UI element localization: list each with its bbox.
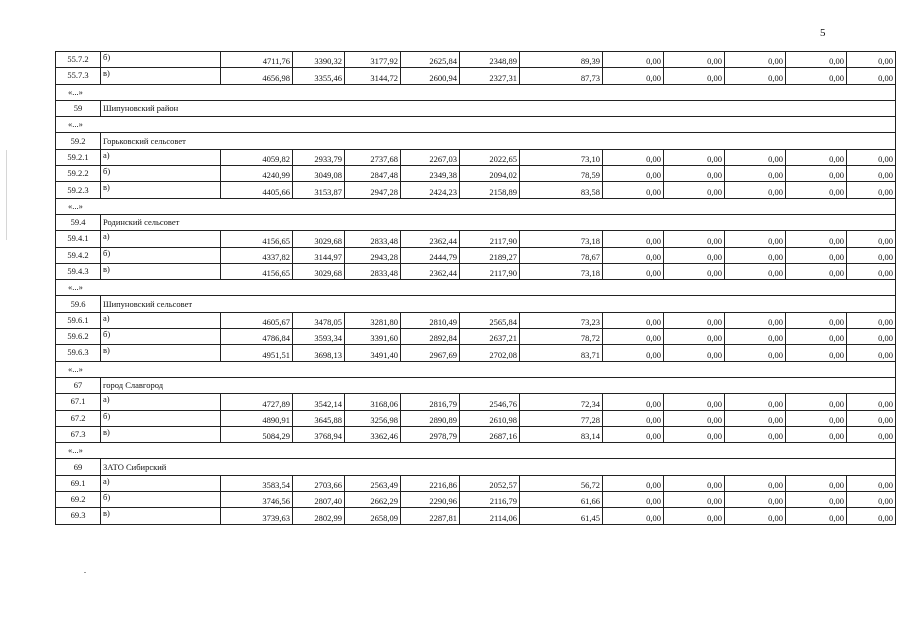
value-cell: 61,66 xyxy=(520,492,603,508)
value-cell: 3168,06 xyxy=(345,394,401,410)
value-cell: 2116,79 xyxy=(460,492,520,508)
row-code: 59.6.1 xyxy=(56,312,101,328)
row-code: 55.7.2 xyxy=(56,52,101,68)
row-code: 69.2 xyxy=(56,492,101,508)
value-cell: 0,00 xyxy=(725,345,786,361)
row-variant: в) xyxy=(101,263,221,279)
value-cell: 0,00 xyxy=(786,475,847,491)
value-cell: 3355,46 xyxy=(293,68,345,84)
value-cell: 3049,08 xyxy=(293,166,345,182)
value-cell: 72,34 xyxy=(520,394,603,410)
value-cell: 0,00 xyxy=(664,182,725,198)
value-cell: 0,00 xyxy=(847,329,896,345)
row-code: 55.7.3 xyxy=(56,68,101,84)
value-cell: 4240,99 xyxy=(221,166,293,182)
value-cell: 2600,94 xyxy=(401,68,460,84)
ellipsis-row xyxy=(56,117,896,133)
value-cell: 3029,68 xyxy=(293,263,345,279)
value-cell: 0,00 xyxy=(786,182,847,198)
value-cell: 3362,46 xyxy=(345,426,401,442)
ellipsis-cell: «...» xyxy=(56,198,896,214)
value-cell: 0,00 xyxy=(786,247,847,263)
value-cell: 3593,34 xyxy=(293,329,345,345)
value-cell: 0,00 xyxy=(603,247,664,263)
value-cell: 0,00 xyxy=(664,475,725,491)
table-row xyxy=(56,312,896,328)
value-cell: 2094,02 xyxy=(460,166,520,182)
section-row xyxy=(56,214,896,230)
row-code: 59.2.2 xyxy=(56,166,101,182)
table-row xyxy=(56,426,896,442)
row-code: 67.2 xyxy=(56,410,101,426)
row-code: 59.6.3 xyxy=(56,345,101,361)
value-cell: 0,00 xyxy=(847,166,896,182)
value-cell: 0,00 xyxy=(725,52,786,68)
value-cell: 3177,92 xyxy=(345,52,401,68)
value-cell: 0,00 xyxy=(603,329,664,345)
section-row xyxy=(56,459,896,475)
row-variant: а) xyxy=(101,394,221,410)
value-cell: 0,00 xyxy=(786,312,847,328)
value-cell: 2610,98 xyxy=(460,410,520,426)
tariff-table-container xyxy=(55,51,895,525)
row-code: 69.1 xyxy=(56,475,101,491)
value-cell: 0,00 xyxy=(847,475,896,491)
value-cell: 4156,65 xyxy=(221,263,293,279)
value-cell: 0,00 xyxy=(603,394,664,410)
value-cell: 2810,49 xyxy=(401,312,460,328)
row-code: 69.3 xyxy=(56,508,101,524)
value-cell: 4727,89 xyxy=(221,394,293,410)
value-cell: 2947,28 xyxy=(345,182,401,198)
table-row xyxy=(56,149,896,165)
value-cell: 0,00 xyxy=(664,231,725,247)
row-variant: в) xyxy=(101,182,221,198)
row-code: 59.4.1 xyxy=(56,231,101,247)
row-variant: б) xyxy=(101,329,221,345)
value-cell: 83,58 xyxy=(520,182,603,198)
ellipsis-row xyxy=(56,84,896,100)
tariff-table xyxy=(55,51,896,525)
value-cell: 0,00 xyxy=(847,492,896,508)
value-cell: 0,00 xyxy=(664,312,725,328)
value-cell: 2833,48 xyxy=(345,263,401,279)
section-row xyxy=(56,100,896,116)
value-cell: 2362,44 xyxy=(401,263,460,279)
value-cell: 2327,31 xyxy=(460,68,520,84)
row-code: 59.4.3 xyxy=(56,263,101,279)
value-cell: 0,00 xyxy=(664,394,725,410)
value-cell: 0,00 xyxy=(847,410,896,426)
value-cell: 78,72 xyxy=(520,329,603,345)
row-variant: б) xyxy=(101,247,221,263)
value-cell: 4605,67 xyxy=(221,312,293,328)
value-cell: 0,00 xyxy=(664,410,725,426)
table-row xyxy=(56,410,896,426)
value-cell: 2444,79 xyxy=(401,247,460,263)
value-cell: 2114,06 xyxy=(460,508,520,524)
table-row xyxy=(56,263,896,279)
value-cell: 4656,98 xyxy=(221,68,293,84)
value-cell: 3768,94 xyxy=(293,426,345,442)
value-cell: 0,00 xyxy=(603,426,664,442)
value-cell: 3478,05 xyxy=(293,312,345,328)
value-cell: 0,00 xyxy=(786,394,847,410)
value-cell: 89,39 xyxy=(520,52,603,68)
value-cell: 2933,79 xyxy=(293,149,345,165)
section-code: 59.2 xyxy=(56,133,101,149)
table-row xyxy=(56,231,896,247)
value-cell: 4337,82 xyxy=(221,247,293,263)
value-cell: 2703,66 xyxy=(293,475,345,491)
value-cell: 0,00 xyxy=(786,149,847,165)
value-cell: 2890,89 xyxy=(401,410,460,426)
page-number: 5 xyxy=(820,27,826,39)
value-cell: 73,10 xyxy=(520,149,603,165)
value-cell: 0,00 xyxy=(847,508,896,524)
value-cell: 0,00 xyxy=(603,312,664,328)
table-row xyxy=(56,52,896,68)
value-cell: 0,00 xyxy=(725,329,786,345)
value-cell: 3390,32 xyxy=(293,52,345,68)
value-cell: 78,67 xyxy=(520,247,603,263)
value-cell: 0,00 xyxy=(786,52,847,68)
value-cell: 61,45 xyxy=(520,508,603,524)
table-row xyxy=(56,182,896,198)
value-cell: 2662,29 xyxy=(345,492,401,508)
value-cell: 0,00 xyxy=(847,263,896,279)
value-cell: 0,00 xyxy=(725,394,786,410)
value-cell: 2348,89 xyxy=(460,52,520,68)
value-cell: 4890,91 xyxy=(221,410,293,426)
value-cell: 0,00 xyxy=(664,508,725,524)
value-cell: 2943,28 xyxy=(345,247,401,263)
value-cell: 2117,90 xyxy=(460,263,520,279)
value-cell: 3281,80 xyxy=(345,312,401,328)
value-cell: 4059,82 xyxy=(221,149,293,165)
value-cell: 0,00 xyxy=(786,508,847,524)
value-cell: 3391,60 xyxy=(345,329,401,345)
row-variant: в) xyxy=(101,68,221,84)
value-cell: 2362,44 xyxy=(401,231,460,247)
value-cell: 2287,81 xyxy=(401,508,460,524)
row-variant: б) xyxy=(101,52,221,68)
table-row xyxy=(56,508,896,524)
value-cell: 83,71 xyxy=(520,345,603,361)
section-title: Шипуновский район xyxy=(101,100,896,116)
value-cell: 0,00 xyxy=(725,231,786,247)
value-cell: 3542,14 xyxy=(293,394,345,410)
section-code: 59.4 xyxy=(56,214,101,230)
value-cell: 0,00 xyxy=(603,52,664,68)
value-cell: 0,00 xyxy=(603,345,664,361)
section-code: 67 xyxy=(56,377,101,393)
value-cell: 2565,84 xyxy=(460,312,520,328)
value-cell: 2967,69 xyxy=(401,345,460,361)
value-cell: 0,00 xyxy=(664,166,725,182)
value-cell: 4156,65 xyxy=(221,231,293,247)
value-cell: 0,00 xyxy=(725,166,786,182)
value-cell: 2189,27 xyxy=(460,247,520,263)
value-cell: 0,00 xyxy=(603,410,664,426)
value-cell: 0,00 xyxy=(664,492,725,508)
value-cell: 0,00 xyxy=(847,68,896,84)
value-cell: 2625,84 xyxy=(401,52,460,68)
value-cell: 2833,48 xyxy=(345,231,401,247)
value-cell: 0,00 xyxy=(664,329,725,345)
section-code: 59.6 xyxy=(56,296,101,312)
table-row xyxy=(56,475,896,491)
value-cell: 0,00 xyxy=(725,475,786,491)
value-cell: 0,00 xyxy=(603,492,664,508)
value-cell: 2546,76 xyxy=(460,394,520,410)
row-variant: б) xyxy=(101,492,221,508)
value-cell: 0,00 xyxy=(725,508,786,524)
value-cell: 87,73 xyxy=(520,68,603,84)
ellipsis-row xyxy=(56,443,896,459)
value-cell: 73,23 xyxy=(520,312,603,328)
scan-margin-line xyxy=(6,150,7,240)
value-cell: 0,00 xyxy=(847,394,896,410)
value-cell: 0,00 xyxy=(847,149,896,165)
value-cell: 2847,48 xyxy=(345,166,401,182)
value-cell: 0,00 xyxy=(847,312,896,328)
row-variant: а) xyxy=(101,231,221,247)
value-cell: 2424,23 xyxy=(401,182,460,198)
value-cell: 2687,16 xyxy=(460,426,520,442)
value-cell: 0,00 xyxy=(664,426,725,442)
ellipsis-cell: «...» xyxy=(56,443,896,459)
value-cell: 0,00 xyxy=(603,68,664,84)
value-cell: 2737,68 xyxy=(345,149,401,165)
value-cell: 0,00 xyxy=(786,231,847,247)
value-cell: 0,00 xyxy=(786,410,847,426)
section-code: 69 xyxy=(56,459,101,475)
value-cell: 0,00 xyxy=(847,247,896,263)
value-cell: 3029,68 xyxy=(293,231,345,247)
value-cell: 0,00 xyxy=(603,166,664,182)
value-cell: 0,00 xyxy=(786,263,847,279)
value-cell: 73,18 xyxy=(520,231,603,247)
row-code: 67.1 xyxy=(56,394,101,410)
value-cell: 0,00 xyxy=(786,492,847,508)
value-cell: 0,00 xyxy=(725,263,786,279)
value-cell: 2052,57 xyxy=(460,475,520,491)
ellipsis-cell: «...» xyxy=(56,280,896,296)
value-cell: 2290,96 xyxy=(401,492,460,508)
value-cell: 3645,88 xyxy=(293,410,345,426)
value-cell: 2637,21 xyxy=(460,329,520,345)
value-cell: 78,59 xyxy=(520,166,603,182)
value-cell: 2658,09 xyxy=(345,508,401,524)
value-cell: 3739,63 xyxy=(221,508,293,524)
value-cell: 0,00 xyxy=(847,345,896,361)
section-title: ЗАТО Сибирский xyxy=(101,459,896,475)
value-cell: 4711,76 xyxy=(221,52,293,68)
value-cell: 0,00 xyxy=(847,231,896,247)
row-variant: в) xyxy=(101,508,221,524)
ellipsis-cell: «...» xyxy=(56,84,896,100)
section-title: город Славгород xyxy=(101,377,896,393)
section-code: 59 xyxy=(56,100,101,116)
value-cell: 0,00 xyxy=(725,182,786,198)
value-cell: 0,00 xyxy=(603,475,664,491)
ellipsis-cell: «...» xyxy=(56,361,896,377)
section-row xyxy=(56,377,896,393)
row-variant: б) xyxy=(101,410,221,426)
value-cell: 0,00 xyxy=(786,426,847,442)
table-row xyxy=(56,68,896,84)
value-cell: 2978,79 xyxy=(401,426,460,442)
value-cell: 0,00 xyxy=(725,410,786,426)
value-cell: 3144,72 xyxy=(345,68,401,84)
table-row xyxy=(56,166,896,182)
table-row xyxy=(56,492,896,508)
value-cell: 0,00 xyxy=(603,263,664,279)
value-cell: 77,28 xyxy=(520,410,603,426)
row-variant: б) xyxy=(101,166,221,182)
section-row xyxy=(56,296,896,312)
section-row xyxy=(56,133,896,149)
value-cell: 2563,49 xyxy=(345,475,401,491)
row-code: 59.2.1 xyxy=(56,149,101,165)
row-variant: в) xyxy=(101,345,221,361)
value-cell: 3153,87 xyxy=(293,182,345,198)
value-cell: 4951,51 xyxy=(221,345,293,361)
value-cell: 3256,98 xyxy=(345,410,401,426)
row-code: 59.4.2 xyxy=(56,247,101,263)
value-cell: 2022,65 xyxy=(460,149,520,165)
value-cell: 0,00 xyxy=(664,263,725,279)
value-cell: 0,00 xyxy=(847,426,896,442)
value-cell: 0,00 xyxy=(664,52,725,68)
value-cell: 0,00 xyxy=(725,312,786,328)
value-cell: 0,00 xyxy=(725,68,786,84)
value-cell: 0,00 xyxy=(603,508,664,524)
value-cell: 0,00 xyxy=(664,149,725,165)
value-cell: 2158,89 xyxy=(460,182,520,198)
ellipsis-row xyxy=(56,361,896,377)
value-cell: 0,00 xyxy=(786,68,847,84)
ellipsis-row xyxy=(56,280,896,296)
value-cell: 4786,84 xyxy=(221,329,293,345)
value-cell: 0,00 xyxy=(664,68,725,84)
table-row xyxy=(56,247,896,263)
value-cell: 2216,86 xyxy=(401,475,460,491)
row-variant: в) xyxy=(101,426,221,442)
value-cell: 2807,40 xyxy=(293,492,345,508)
value-cell: 3144,97 xyxy=(293,247,345,263)
row-variant: а) xyxy=(101,475,221,491)
value-cell: 0,00 xyxy=(725,149,786,165)
value-cell: 2892,84 xyxy=(401,329,460,345)
value-cell: 3583,54 xyxy=(221,475,293,491)
value-cell: 2802,99 xyxy=(293,508,345,524)
ellipsis-row xyxy=(56,198,896,214)
value-cell: 4405,66 xyxy=(221,182,293,198)
table-row xyxy=(56,329,896,345)
value-cell: 0,00 xyxy=(725,247,786,263)
section-title: Шипуновский сельсовет xyxy=(101,296,896,312)
value-cell: 3746,56 xyxy=(221,492,293,508)
value-cell: 0,00 xyxy=(786,329,847,345)
value-cell: 73,18 xyxy=(520,263,603,279)
value-cell: 0,00 xyxy=(725,426,786,442)
table-row xyxy=(56,394,896,410)
value-cell: 2816,79 xyxy=(401,394,460,410)
value-cell: 0,00 xyxy=(786,345,847,361)
value-cell: 2267,03 xyxy=(401,149,460,165)
ellipsis-cell: «...» xyxy=(56,117,896,133)
table-row xyxy=(56,345,896,361)
table-body xyxy=(56,52,896,525)
section-title: Горьковский сельсовет xyxy=(101,133,896,149)
value-cell: 0,00 xyxy=(603,231,664,247)
value-cell: 0,00 xyxy=(847,52,896,68)
value-cell: 2702,08 xyxy=(460,345,520,361)
row-variant: а) xyxy=(101,312,221,328)
value-cell: 83,14 xyxy=(520,426,603,442)
value-cell: 5084,29 xyxy=(221,426,293,442)
value-cell: 0,00 xyxy=(786,166,847,182)
value-cell: 0,00 xyxy=(603,182,664,198)
value-cell: 0,00 xyxy=(847,182,896,198)
value-cell: 3698,13 xyxy=(293,345,345,361)
value-cell: 0,00 xyxy=(603,149,664,165)
value-cell: 2349,38 xyxy=(401,166,460,182)
row-code: 59.6.2 xyxy=(56,329,101,345)
scan-speck xyxy=(84,572,86,573)
value-cell: 56,72 xyxy=(520,475,603,491)
value-cell: 3491,40 xyxy=(345,345,401,361)
section-title: Родинский сельсовет xyxy=(101,214,896,230)
value-cell: 0,00 xyxy=(725,492,786,508)
row-code: 67.3 xyxy=(56,426,101,442)
row-variant: а) xyxy=(101,149,221,165)
row-code: 59.2.3 xyxy=(56,182,101,198)
value-cell: 0,00 xyxy=(664,345,725,361)
value-cell: 2117,90 xyxy=(460,231,520,247)
value-cell: 0,00 xyxy=(664,247,725,263)
